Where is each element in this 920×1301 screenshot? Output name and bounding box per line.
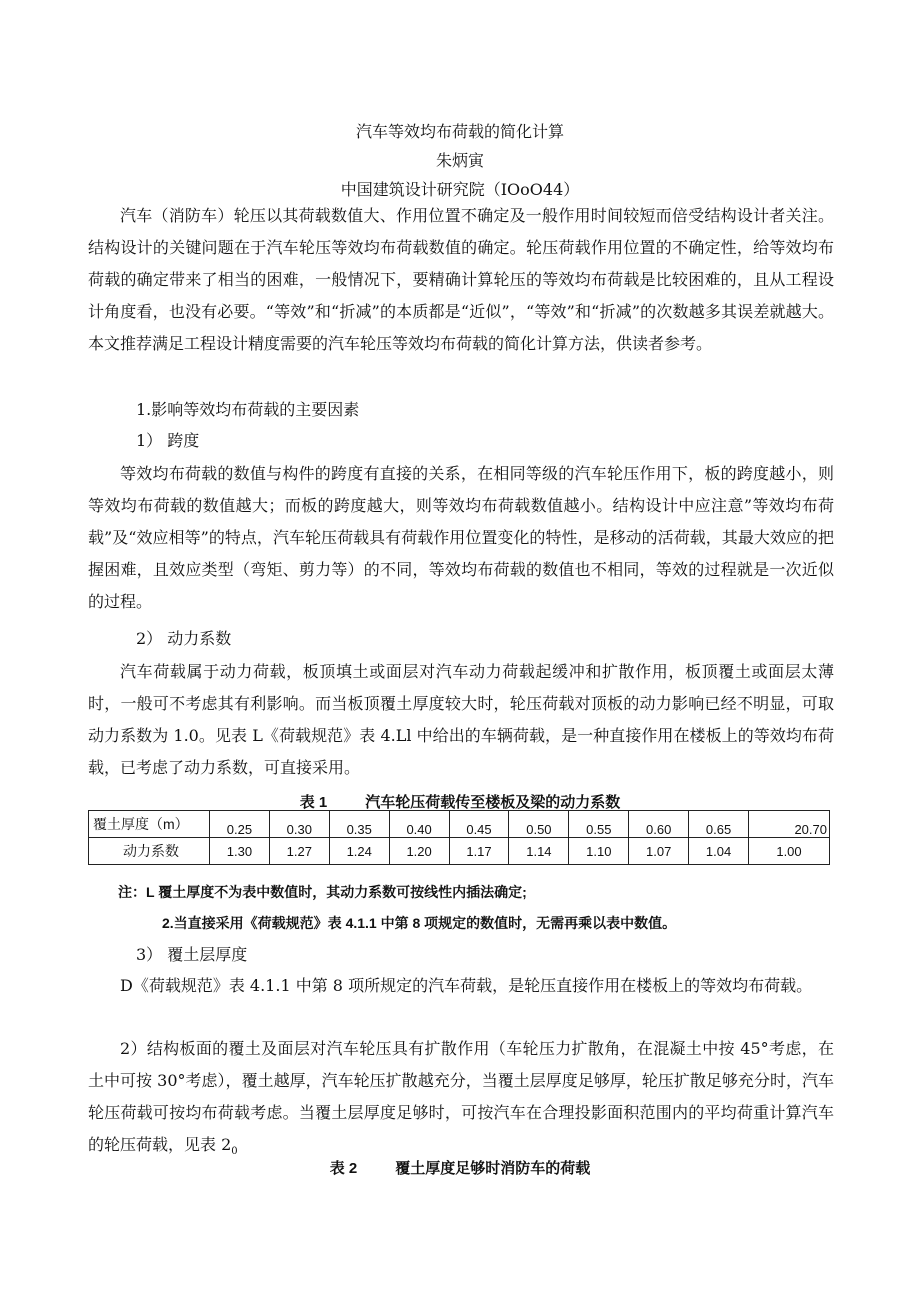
- table-cell: 0.30: [269, 811, 329, 838]
- dynamic-coefficient-table: [88, 810, 830, 865]
- section-heading-1: 1.影响等效均布荷载的主要因素: [136, 400, 360, 419]
- table2-caption: [0, 1157, 920, 1178]
- intro-paragraph: 汽车（消防车）轮压以其荷载数值大、作用位置不确定及一般作用时间较短而倍受结构设计者关注。结构设计的关键问题在于汽车轮压等效均布荷载数值的确定。轮压荷载作用位置的不确定性，给等效均布荷载的确定带来了相当的困难，一般情况下，要精确计算轮压的等效均布荷载是比较困难的，且从工程设计角度看，也没有必要。“等效”和“折减”的本质都是“近似”，“等效”和“折减”的次数越多其误差就越大。本文推荐满足工程设计精度需要的汽车轮压等效均布荷载的简化计算方法，供读者参考。: [88, 206, 834, 353]
- table1-caption: [0, 791, 920, 812]
- table-cell: 1.30: [210, 838, 270, 865]
- row-label-soil-depth: 覆土厚度（m）: [89, 811, 210, 838]
- soil-paragraph-2-text: 2）结构板面的覆土及面层对汽车轮压具有扩散作用（车轮压力扩散角，在混凝土中按 45°考虑，在土中可按 30°考虑），覆土越厚，汽车轮压扩散越充分，当覆土层厚度足够厚，轮压扩散足够充分时，汽车轮压荷载可按均布荷载考虑。当覆土层厚度足够时，可按汽车在合理投影面积范围内的平均荷重计算汽车的轮压荷载，见表 2: [88, 1039, 834, 1154]
- table-cell: 1.27: [269, 838, 329, 865]
- soil-paragraph-2: [88, 1033, 834, 1168]
- table-cell: 0.65: [689, 811, 749, 838]
- table-cell: 20.70: [749, 811, 830, 838]
- table-row: [89, 838, 830, 865]
- dynamic-paragraph: 汽车荷载属于动力荷载，板顶填土或面层对汽车动力荷载起缓冲和扩散作用，板顶覆土或面层太薄时，一般可不考虑其有利影响。而当板顶覆土厚度较大时，轮压荷载对顶板的动力影响已经不明显，可取动力系数为 1.0。见表 L《荷载规范》表 4.Ll 中给出的车辆荷载，是一种直接作用在楼板上的等效均布荷载，已考虑了动力系数，可直接采用。: [88, 662, 834, 777]
- table2-caption-text: 覆土厚度足够时消防车的荷载: [395, 1160, 591, 1177]
- table-cell: 1.00: [749, 838, 830, 865]
- subsection-span: 1） 跨度: [136, 431, 200, 450]
- table-cell: 0.40: [389, 811, 449, 838]
- soil-paragraph-2-subscript: 0: [231, 1146, 238, 1158]
- subsection-dynamic: 2） 动力系数: [136, 629, 232, 648]
- table1-caption-text: 汽车轮压荷载传至楼板及梁的动力系数: [365, 794, 621, 811]
- table-cell: 1.20: [389, 838, 449, 865]
- table2-caption-number: 表 2: [329, 1160, 358, 1177]
- table-cell: 0.45: [449, 811, 509, 838]
- table-cell: 1.07: [629, 838, 689, 865]
- table-cell: 1.10: [569, 838, 629, 865]
- table-cell: 0.55: [569, 811, 629, 838]
- row-label-dynamic-coefficient: 动力系数: [89, 838, 210, 865]
- document-title: 汽车等效均布荷载的简化计算: [355, 122, 564, 141]
- table1-note-1: 注：L 覆土厚度不为表中数值时，其动力系数可按线性内插法确定;: [118, 884, 527, 900]
- table1-caption-number: 表 1: [299, 794, 328, 811]
- affiliation: 中国建筑设计研究院（IOoO44）: [340, 180, 580, 199]
- table-cell: 0.35: [329, 811, 389, 838]
- table-cell: 1.24: [329, 838, 389, 865]
- table-cell: 1.04: [689, 838, 749, 865]
- table-row: [89, 811, 830, 838]
- table1-note-2: 2.当直接采用《荷载规范》表 4.1.1 中第 8 项规定的数值时，无需再乘以表中数值。: [162, 915, 677, 931]
- span-paragraph: 等效均布荷载的数值与构件的跨度有直接的关系，在相同等级的汽车轮压作用下，板的跨度越小，则等效均布荷载的数值越大；而板的跨度越大，则等效均布荷载数值越小。结构设计中应注意”等效均布荷载”及“效应相等”的特点，汽车轮压荷载具有荷载作用位置变化的特性，是移动的活荷载，其最大效应的把握困难，且效应类型（弯矩、剪力等）的不同，等效均布荷载的数值也不相同，等效的过程就是一次近似的过程。: [88, 464, 834, 611]
- table-cell: 0.60: [629, 811, 689, 838]
- table-cell: 0.25: [210, 811, 270, 838]
- table-cell: 1.17: [449, 838, 509, 865]
- subsection-soil-depth: 3） 覆土层厚度: [136, 945, 248, 964]
- table-cell: 0.50: [509, 811, 569, 838]
- soil-paragraph-1: D《荷载规范》表 4.1.1 中第 8 项所规定的汽车荷载，是轮压直接作用在楼板上的等效均布荷载。: [120, 976, 813, 995]
- table-cell: 1.14: [509, 838, 569, 865]
- author: 朱炳寅: [435, 151, 484, 170]
